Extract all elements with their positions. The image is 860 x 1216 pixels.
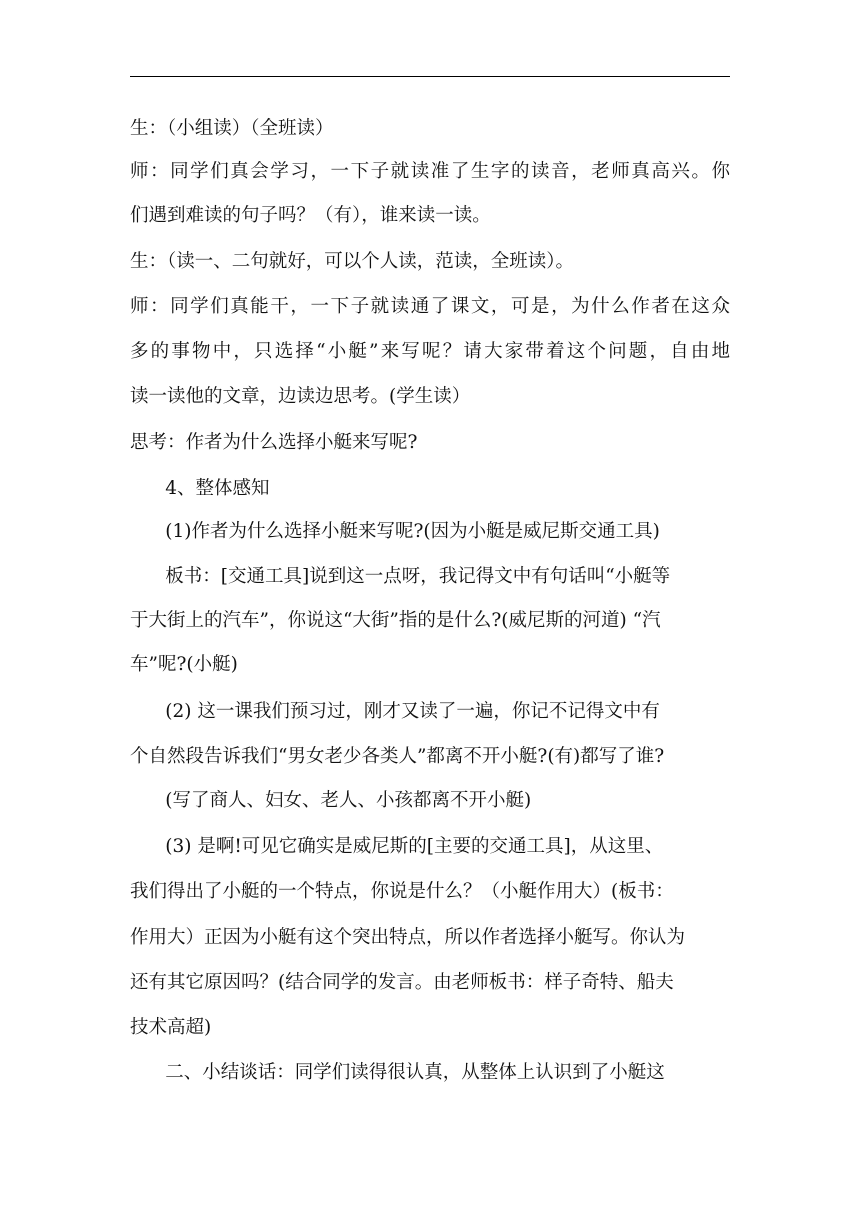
text-line: 于大街上的汽车”，你说这“大街”指的是什么?(威尼斯的河道) “汽 [130,610,661,631]
text-line: 读一读他的文章，边读边思考。(学生读） [130,386,471,407]
text-line: 还有其它原因吗？(结合同学的发言。由老师板书：样子奇特、船夫 [130,972,674,993]
text-line: 板书：[交通工具]说到这一点呀，我记得文中有句话叫“小艇等 [130,566,671,587]
text-line: 生：（小组读）（全班读） [130,118,334,139]
section-heading: 二、小结谈话：同学们读得很认真，从整体上认识到了小艇这 [130,1062,665,1083]
text-line: 车”呢?(小艇) [130,654,238,675]
text-line: 们遇到难读的句子吗？（有），谁来读一读。 [130,205,491,226]
text-line: 思考：作者为什么选择小艇来写呢? [130,432,418,453]
text-line: 师：同学们真会学习，一下子就读准了生字的读音，老师真高兴。你 [130,161,730,182]
text-line: 我们得出了小艇的一个特点，你说是什么？（小艇作用大）(板书： [130,881,674,902]
text-line: (写了商人、妇女、老人、小孩都离不开小艇) [130,790,532,811]
header-rule [130,76,730,77]
text-line: 个自然段告诉我们“男女老少各类人”都离不开小艇?(有)都写了谁? [130,746,665,767]
text-line: 师：同学们真能干，一下子就读通了课文，可是，为什么作者在这众 [130,296,730,317]
text-line: 技术高超) [130,1017,212,1038]
text-line: 作用大）正因为小艇有这个突出特点，所以作者选择小艇写。你认为 [130,927,686,948]
section-heading: 4、整体感知 [130,478,270,499]
text-line: (1)作者为什么选择小艇来写呢?(因为小艇是威尼斯交通工具) [130,521,660,542]
text-line: (3) 是啊!可见它确实是威尼斯的[主要的交通工具]，从这里、 [130,836,664,857]
text-line: 多的事物中，只选择“小艇”来写呢？请大家带着这个问题，自由地 [130,341,730,362]
text-line: 生：（读一、二句就好，可以个人读，范读，全班读）。 [130,251,575,272]
text-line: (2) 这一课我们预习过，刚才又读了一遍，你记不记得文中有 [130,701,660,722]
